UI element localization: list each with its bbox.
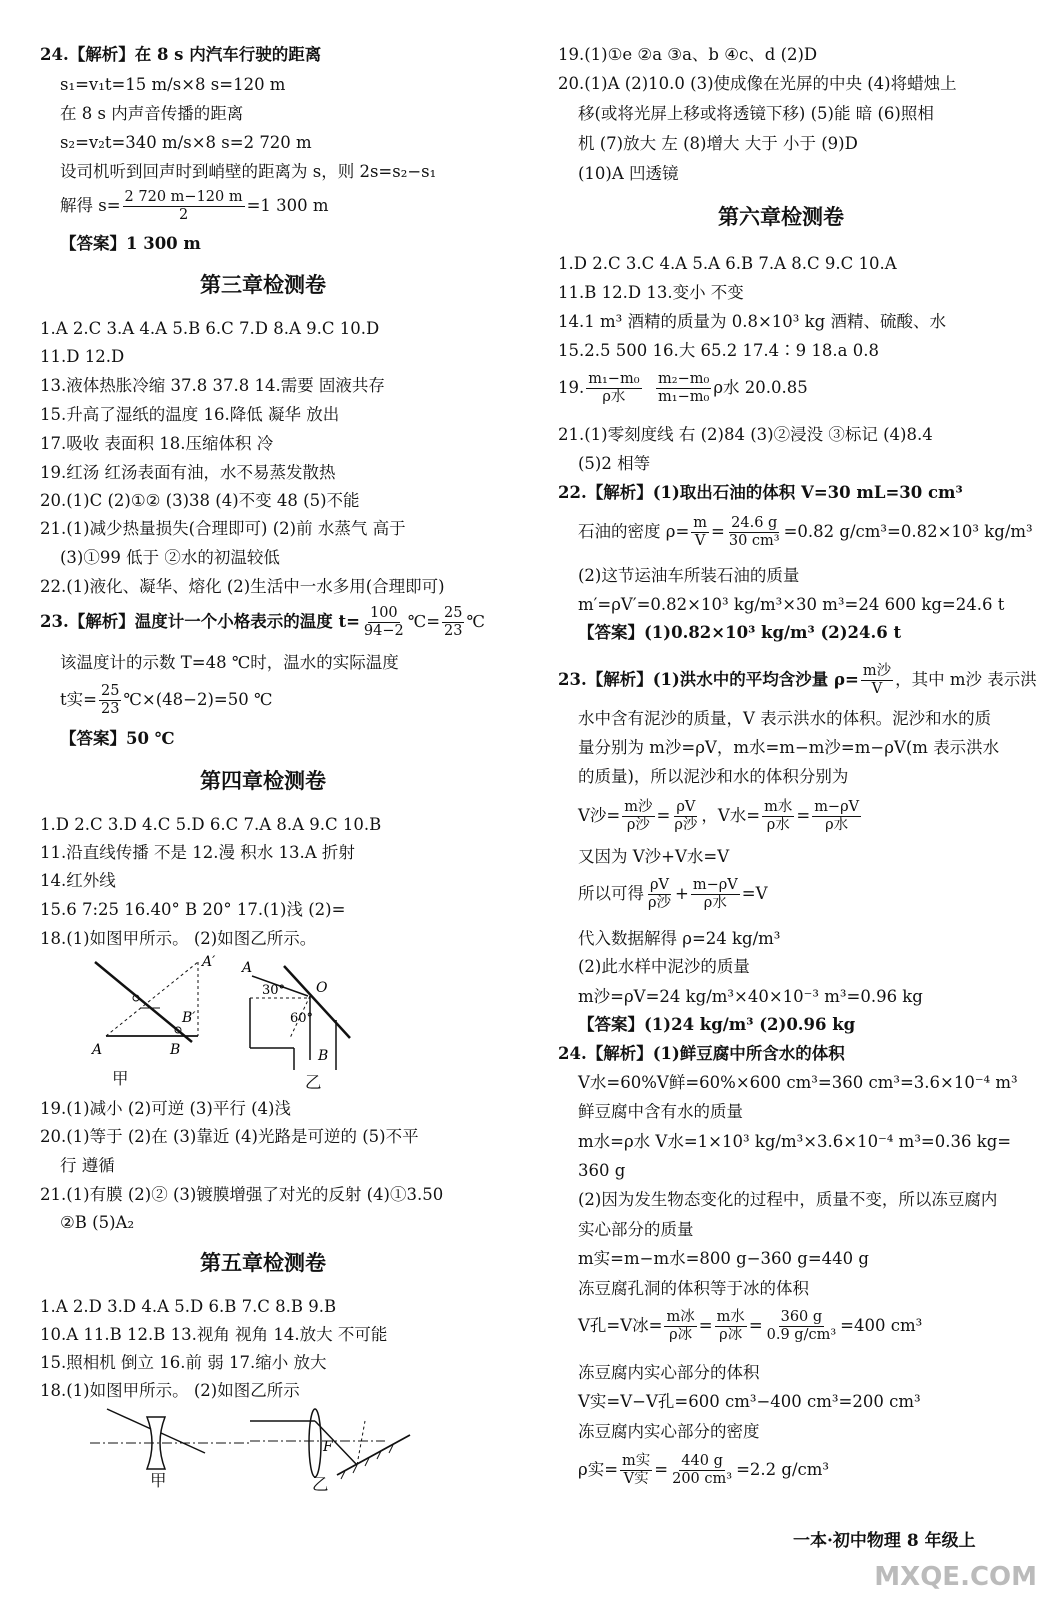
ch6-q24-line7: 实心部分的质量 — [578, 1220, 694, 1239]
ch5-fig-yi-caption: 乙 — [312, 1475, 329, 1494]
q24-line2: 在 8 s 内声音传播的距离 — [60, 104, 244, 123]
ch6-q23-line6: 又因为 V沙+V水=V — [578, 847, 730, 866]
ch5-title: 第五章检测卷 — [200, 1250, 326, 1275]
ch6-line4: 15.2.5 500 16.大 65.2 17.4∶9 18.a 0.8 — [558, 341, 879, 360]
label-30deg: 30° — [262, 983, 286, 998]
ch5-line1: 1.A 2.D 3.D 4.A 5.D 6.B 7.C 8.B 9.B — [40, 1297, 337, 1316]
r-line3: 移(或将光屏上移或将透镜下移) (5)能 暗 (6)照相 — [578, 104, 934, 123]
ch5-fig-jia-caption: 甲 — [150, 1471, 167, 1490]
ch4-line10: ②B (5)A₂ — [60, 1213, 135, 1232]
ch6-q22-line2: 石油的密度 ρ= $\frac{m}{V}$ = $\frac{24.6 g}{\text{30 cm³}}$ =0.82 g/cm³=0.82×10³ kg/m³ — [578, 515, 1033, 549]
ch6-q24-line11: 冻豆腐内实心部分的体积 — [578, 1363, 760, 1382]
label-O: O — [316, 980, 328, 996]
ch6-q22-answer: 【答案】(1)0.82×10³ kg/m³ (2)24.6 t — [578, 623, 902, 642]
ch6-q22-line3: (2)这节运油车所装石油的质量 — [578, 566, 800, 585]
ch6-q24-line14: ρ实= $\frac{\text{m实}}{\text{V实}}$ = $\frac{440 g}{\text{200 cm³}}$ =2.2 g/cm³ — [578, 1453, 830, 1487]
ch3-line7: 20.(1)C (2)①② (3)38 (4)不变 48 (5)不能 — [40, 491, 360, 510]
ch6-q24-line4: m水=ρ水 V水=1×10³ kg/m³×3.6×10⁻⁴ m³=0.36 kg= — [578, 1132, 1012, 1151]
label-B-prime: B′ — [182, 1010, 196, 1026]
ch5-line2: 10.A 11.B 12.B 13.视角 视角 14.放大 不可能 — [40, 1325, 388, 1344]
ch6-q24-line9: 冻豆腐孔洞的体积等于冰的体积 — [578, 1279, 809, 1298]
ch5-line3: 15.照相机 倒立 16.前 弱 17.缩小 放大 — [40, 1353, 327, 1372]
page-footer: 一本·初中物理 8 年级上 — [793, 1531, 976, 1551]
ch6-line5: 19. $\frac{\text{m₁−m₀}}{\text{ρ水}}$ $\frac{\text{m₂−m₀}}{\text{m₁−m₀}}$ ρ水 20.0.85 — [558, 371, 808, 405]
ch6-q23-line3: 量分别为 m沙=ρV，m水=m−m沙=m−ρV(m 表示洪水 — [578, 738, 1000, 757]
ch6-q24-line2: V水=60%V鲜=60%×600 cm³=360 cm³=3.6×10⁻⁴ m³ — [578, 1073, 1018, 1092]
watermark: MXQE.COM — [874, 1562, 1037, 1592]
ch3-q23-line1: 23.【解析】温度计一个小格表示的温度 t= $\frac{100}{94-2}$ ℃= $\frac{25}{23}$ ℃ — [40, 605, 485, 639]
ch4-line5: 18.(1)如图甲所示。 (2)如图乙所示。 — [40, 929, 317, 948]
r-line1: 19.(1)①e ②a ③a、b ④c、d (2)D — [558, 45, 818, 64]
q24-line1: s₁=v₁t=15 m/s×8 s=120 m — [60, 75, 286, 94]
ch6-line3: 14.1 m³ 酒精的质量为 0.8×10³ kg 酒精、硫酸、水 — [558, 312, 946, 331]
ch6-q24-line5: 360 g — [578, 1161, 626, 1180]
ch4-line2: 11.沿直线传播 不是 12.漫 积水 13.A 折射 — [40, 843, 355, 862]
label-F: F — [323, 1439, 333, 1455]
r-line5: (10)A 凹透镜 — [578, 164, 679, 183]
ch6-q24-line8: m实=m−m水=800 g−360 g=440 g — [578, 1249, 869, 1268]
ch4-line6: 19.(1)减小 (2)可逆 (3)平行 (4)浅 — [40, 1099, 291, 1118]
ch4-line9: 21.(1)有膜 (2)② (3)镀膜增强了对光的反射 (4)①3.50 — [40, 1185, 444, 1204]
ch6-q23-line7: 所以可得 $\frac{\rho V}{\text{ρ沙}}$ + $\frac{m-\rho V}{\text{ρ水}}$ =V — [578, 877, 768, 911]
ch6-q24-line1: 24.【解析】(1)鲜豆腐中所含水的体积 — [558, 1044, 845, 1063]
ch5-figure-jia — [85, 1405, 255, 1485]
r-line2: 20.(1)A (2)10.0 (3)使成像在光屏的中央 (4)将蜡烛上 — [558, 74, 957, 93]
ch6-title: 第六章检测卷 — [718, 204, 844, 229]
label-B2: B — [318, 1048, 329, 1064]
ch3-title: 第三章检测卷 — [200, 272, 326, 297]
ch4-line3: 14.红外线 — [40, 871, 116, 890]
ch3-line3: 13.液体热胀冷缩 37.8 37.8 14.需要 固液共存 — [40, 376, 385, 395]
ch6-q23-line2: 水中含有泥沙的质量，V 表示洪水的体积。泥沙和水的质 — [578, 709, 992, 728]
label-B: B — [170, 1042, 181, 1058]
ch4-line7: 20.(1)等于 (2)在 (3)靠近 (4)光路是可逆的 (5)不平 — [40, 1127, 419, 1146]
q24-answer: 【答案】1 300 m — [60, 234, 201, 253]
label-A-prime: A′ — [202, 954, 216, 970]
ch3-line5: 17.吸收 表面积 18.压缩体积 冷 — [40, 434, 274, 453]
r-line4: 机 (7)放大 左 (8)增大 大于 小于 (9)D — [578, 134, 858, 153]
ch3-line10: 22.(1)液化、凝华、熔化 (2)生活中一水多用(合理即可) — [40, 577, 445, 596]
ch3-line6: 19.红汤 红汤表面有油，水不易蒸发散热 — [40, 463, 336, 482]
ch6-q23-line5: V沙= $\frac{\text{m沙}}{\text{ρ沙}}$ = $\frac{\rho V}{\text{ρ沙}}$ ，V水= $\frac{\text{m水}}{\text{ρ水}}$ = $\frac{m-\rho V}{\text{ρ水}}$ — [578, 799, 860, 833]
ch3-line9: (3)①99 低于 ②水的初温较低 — [60, 548, 280, 567]
ch4-line4: 15.6 7:25 16.40° B 20° 17.(1)浅 (2)= — [40, 900, 346, 919]
ch4-figure-yi — [240, 950, 390, 1070]
ch6-q24-line3: 鲜豆腐中含有水的质量 — [578, 1102, 743, 1121]
ch4-fig-yi-caption: 乙 — [305, 1073, 322, 1092]
ch4-title: 第四章检测卷 — [200, 768, 326, 793]
q24-line3: s₂=v₂t=340 m/s×8 s=2 720 m — [60, 133, 312, 152]
ch6-q24-line10: V孔=V冰= $\frac{\text{m冰}}{\text{ρ冰}}$ = $\frac{\text{m水}}{\text{ρ冰}}$ = $\frac{360 g}{\text{0.9 g/cm³}}$ =400 cm³ — [578, 1309, 923, 1343]
ch6-q24-line12: V实=V−V孔=600 cm³−400 cm³=200 cm³ — [578, 1392, 921, 1411]
ch5-figure-yi — [245, 1405, 415, 1485]
label-60deg: 60° — [290, 1011, 314, 1026]
ch3-q23-line3: t实= $\frac{25}{23}$ ℃×(48−2)=50 ℃ — [60, 683, 273, 717]
ch4-line1: 1.D 2.C 3.D 4.C 5.D 6.C 7.A 8.A 9.C 10.B — [40, 815, 382, 834]
ch6-q22-line4: m′=ρV′=0.82×10³ kg/m³×30 m³=24 600 kg=24.6 t — [578, 595, 1005, 614]
ch6-line1: 1.D 2.C 3.C 4.A 5.A 6.B 7.A 8.C 9.C 10.A — [558, 254, 897, 273]
ch6-q23-line9: (2)此水样中泥沙的质量 — [578, 957, 750, 976]
label-A: A — [92, 1042, 103, 1058]
ch3-q23-line2: 该温度计的示数 T=48 ℃时，温水的实际温度 — [60, 653, 399, 672]
ch6-q24-line13: 冻豆腐内实心部分的密度 — [578, 1422, 760, 1441]
ch6-line7: (5)2 相等 — [578, 454, 651, 473]
fraction: $\frac{2 720 m-120 m}{2}$ — [124, 189, 243, 223]
ch6-q22-line1: 22.【解析】(1)取出石油的体积 V=30 mL=30 cm³ — [558, 483, 963, 502]
q24-head: 24.【解析】在 8 s 内汽车行驶的距离 — [40, 45, 322, 64]
ch3-answer: 【答案】50 ℃ — [60, 729, 175, 748]
ch4-line8: 行 遵循 — [60, 1156, 115, 1175]
ch6-q23-answer: 【答案】(1)24 kg/m³ (2)0.96 kg — [578, 1015, 856, 1034]
ch4-fig-jia-caption: 甲 — [112, 1069, 129, 1088]
ch6-line6: 21.(1)零刻度线 右 (2)84 (3)②浸没 ③标记 (4)8.4 — [558, 425, 933, 444]
ch6-q23-line4: 的质量)，所以泥沙和水的体积分别为 — [578, 767, 849, 786]
ch6-q24-line6: (2)因为发生物态变化的过程中，质量不变，所以冻豆腐内 — [578, 1190, 998, 1209]
ch3-line2: 11.D 12.D — [40, 347, 125, 366]
label-A2: A — [242, 960, 253, 976]
ch6-q23-line8: 代入数据解得 ρ=24 kg/m³ — [578, 929, 781, 948]
ch3-line4: 15.升高了湿纸的温度 16.降低 凝华 放出 — [40, 405, 340, 424]
ch5-line4: 18.(1)如图甲所示。 (2)如图乙所示 — [40, 1381, 300, 1400]
ch3-line8: 21.(1)减少热量损失(合理即可) (2)前 水蒸气 高于 — [40, 519, 406, 538]
ch6-q23-line1: 23.【解析】(1)洪水中的平均含沙量 ρ= $\frac{\text{m沙}}{V}$ ，其中 m沙 表示洪 — [558, 663, 1037, 697]
ch4-figure-jia — [70, 950, 220, 1060]
q24-line5: 解得 s= $\frac{2 720 m-120 m}{2}$ =1 300 m — [60, 189, 329, 223]
q24-line4: 设司机听到回声时到峭壁的距离为 s，则 2s=s₂−s₁ — [60, 162, 437, 181]
ch6-line2: 11.B 12.D 13.变小 不变 — [558, 283, 744, 302]
ch3-line1: 1.A 2.C 3.A 4.A 5.B 6.C 7.D 8.A 9.C 10.D — [40, 319, 380, 338]
ch6-q23-line10: m沙=ρV=24 kg/m³×40×10⁻³ m³=0.96 kg — [578, 987, 923, 1006]
